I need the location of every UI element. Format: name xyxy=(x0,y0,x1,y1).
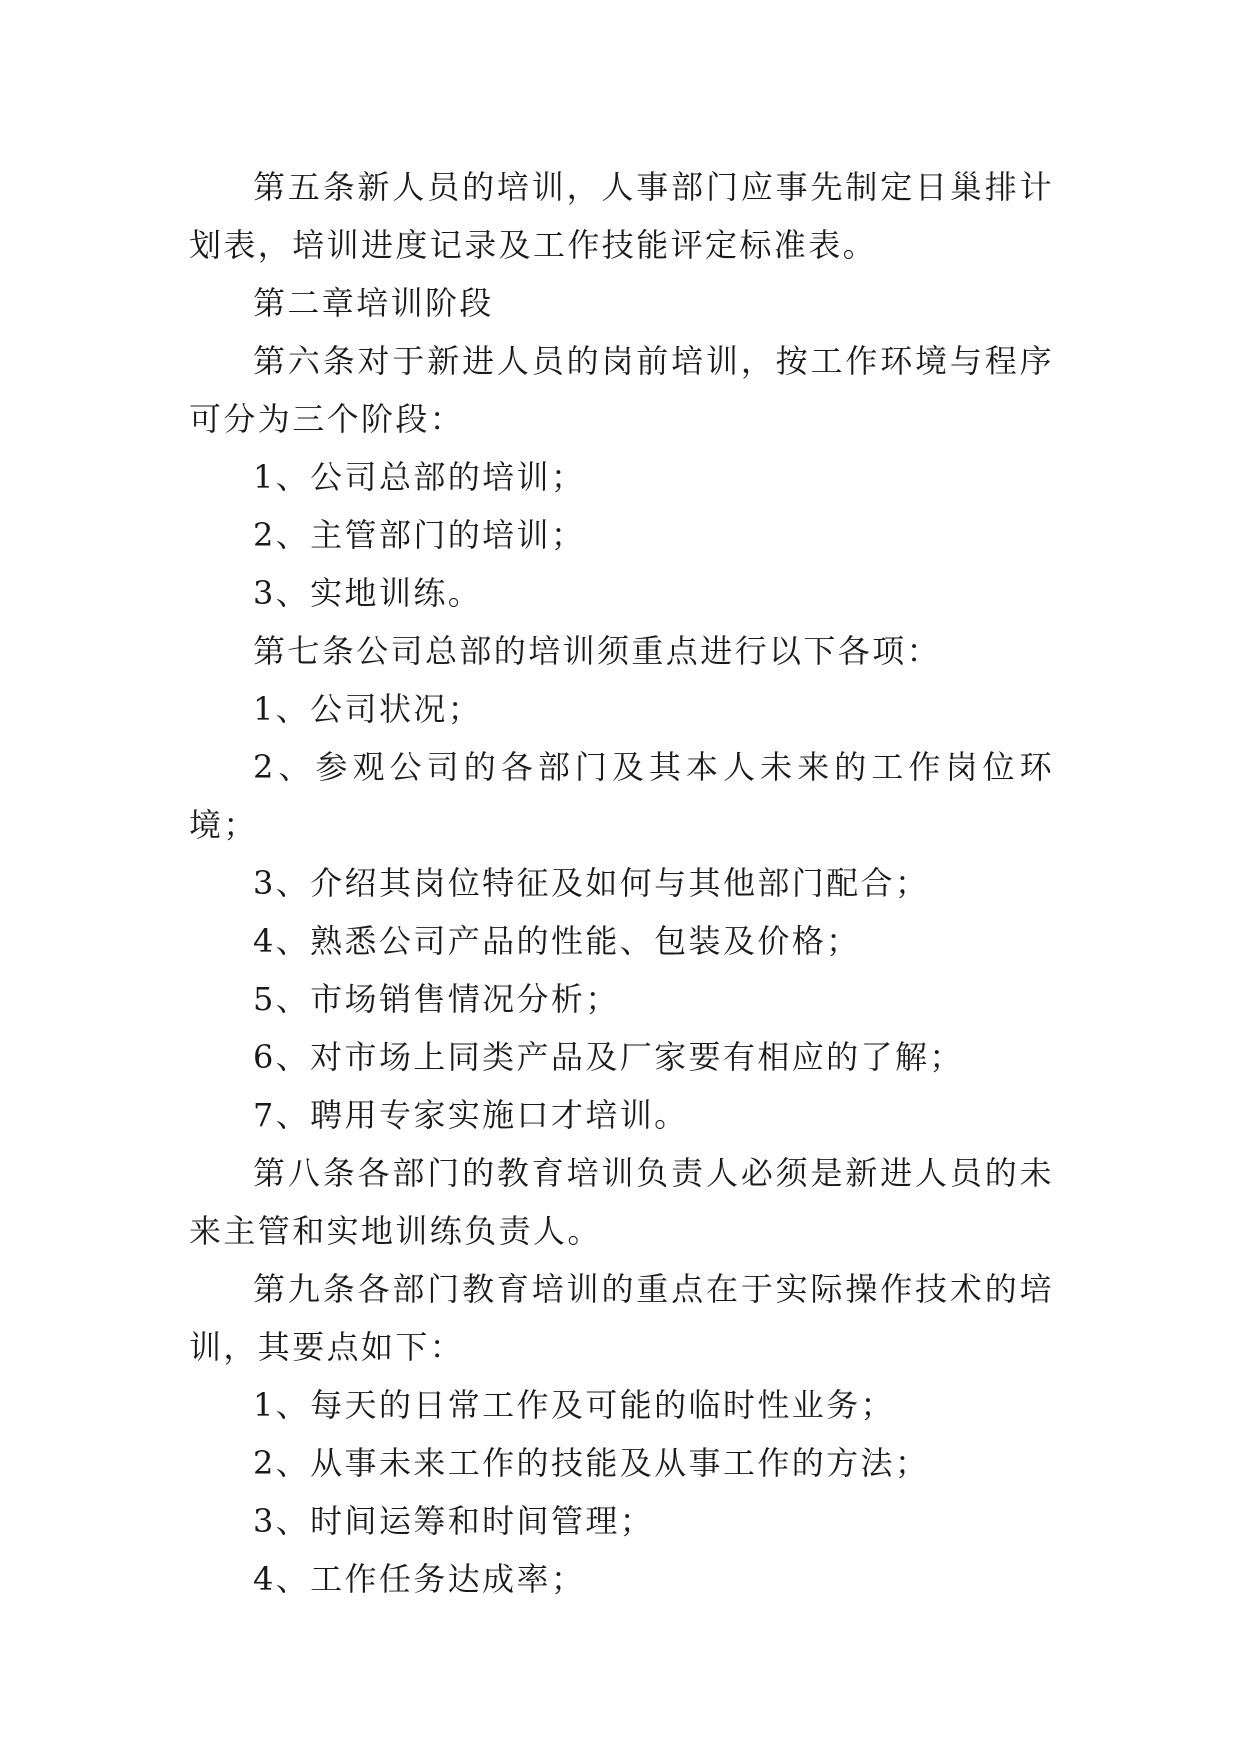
list-item: 6、对市场上同类产品及厂家要有相应的了解； xyxy=(253,1038,964,1076)
chapter-heading: 第二章培训阶段 xyxy=(253,284,494,322)
list-item: 4、熟悉公司产品的性能、包装及价格； xyxy=(253,922,861,960)
list-item: 2、主管部门的培训； xyxy=(253,516,586,554)
list-item: 1、公司状况； xyxy=(253,690,483,728)
paragraph-article-7: 第七条公司总部的培训须重点进行以下各项： xyxy=(253,632,942,670)
paragraph-article-6: 第六条对于新进人员的岗前培训，按工作环境与程序可分为三个阶段： xyxy=(189,342,1054,438)
list-item: 2、参观公司的各部门及其本人未来的工作岗位环境； xyxy=(189,748,1054,844)
list-item: 2、从事未来工作的技能及从事工作的方法； xyxy=(253,1444,930,1482)
list-item: 1、每天的日常工作及可能的临时性业务； xyxy=(253,1386,895,1424)
document-body xyxy=(189,158,1054,1608)
paragraph-article-5: 第五条新人员的培训，人事部门应事先制定日巢排计划表，培训进度记录及工作技能评定标准表。 xyxy=(189,168,1054,264)
list-item: 3、介绍其岗位特征及如何与其他部门配合； xyxy=(253,864,930,902)
list-item: 3、时间运筹和时间管理； xyxy=(253,1502,655,1540)
list-item: 3、实地训练。 xyxy=(253,574,483,612)
list-item: 7、聘用专家实施口才培训。 xyxy=(253,1096,689,1134)
list-item: 5、市场销售情况分析； xyxy=(253,980,620,1018)
list-item: 1、公司总部的培训； xyxy=(253,458,586,496)
list-item: 4、工作任务达成率； xyxy=(253,1560,586,1598)
paragraph-article-9: 第九条各部门教育培训的重点在于实际操作技术的培训，其要点如下： xyxy=(189,1270,1054,1366)
paragraph-article-8: 第八条各部门的教育培训负责人必须是新进人员的未来主管和实地训练负责人。 xyxy=(189,1154,1054,1250)
